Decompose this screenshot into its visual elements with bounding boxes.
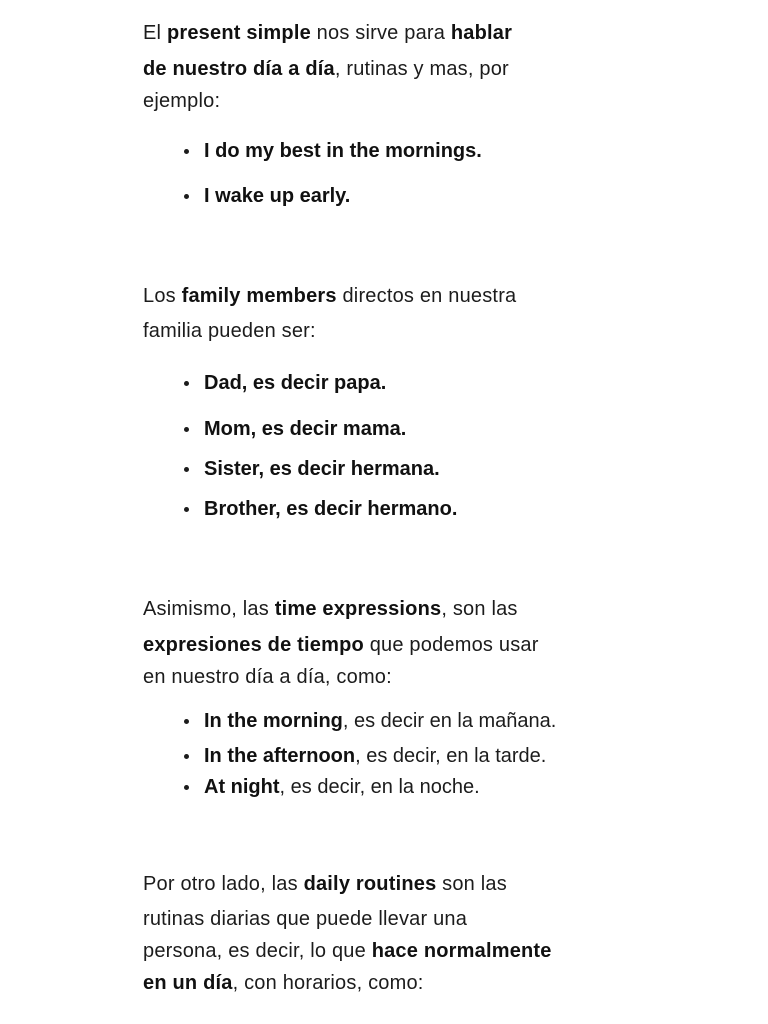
text-run: , es decir, en la tarde. (355, 745, 547, 767)
time-expressions-list (183, 708, 556, 800)
bold-term: daily routines (303, 873, 437, 895)
text-run: familia pueden ser: (143, 320, 316, 342)
paragraph-line (143, 868, 552, 903)
list-item (183, 496, 457, 522)
text-run: ejemplo: (143, 90, 221, 112)
bold-term: en un día (143, 972, 233, 994)
paragraph-line (143, 315, 516, 347)
text-run: en nuestro día a día, como: (143, 666, 392, 688)
bold-term: hablar (450, 22, 513, 44)
paragraph-line (143, 17, 512, 53)
text-run: , es decir, en la noche. (279, 776, 480, 798)
list-item (183, 416, 457, 442)
present-simple-examples-list (183, 138, 482, 209)
bold-term: In the afternoon (204, 745, 356, 767)
text-run: Por otro lado, las (143, 873, 304, 895)
bold-term: present simple (166, 22, 311, 44)
paragraph-line (143, 967, 552, 999)
text-run: Asimismo, las (143, 598, 275, 620)
list-item (183, 138, 482, 164)
text-run: El (143, 22, 167, 44)
paragraph-line (143, 593, 539, 629)
paragraph-line (143, 85, 512, 117)
text-run: directos en nuestra (336, 285, 517, 307)
bold-term: At night (204, 776, 280, 798)
bold-term: hace normalmente (371, 940, 552, 962)
bold-term: family members (181, 285, 337, 307)
family-members-paragraph (143, 280, 516, 347)
paragraph-line (143, 903, 552, 935)
text-run: que podemos usar (363, 634, 539, 656)
paragraph-line (143, 935, 552, 967)
text-run: , son las (441, 598, 518, 620)
paragraph-line (143, 280, 516, 315)
list-item (183, 743, 556, 769)
list-item (183, 183, 482, 209)
time-expressions-paragraph (143, 593, 539, 693)
list-item (183, 774, 556, 800)
text-run: son las (436, 873, 507, 895)
text-run: , rutinas y mas, por (334, 58, 509, 80)
bold-term: Mom, es decir mama. (204, 418, 407, 440)
bold-term: Sister, es decir hermana. (204, 458, 440, 480)
list-item (183, 708, 556, 734)
text-run: , es decir en la mañana. (342, 710, 557, 732)
daily-routines-paragraph (143, 868, 552, 999)
list-item (183, 370, 457, 396)
bold-term: de nuestro día a día (143, 58, 335, 80)
bold-term: I do my best in the mornings. (204, 140, 482, 162)
text-run: Los (143, 285, 182, 307)
paragraph-line (143, 661, 539, 693)
paragraph-line (143, 629, 539, 661)
text-run: persona, es decir, lo que (143, 940, 372, 962)
present-simple-paragraph (143, 17, 512, 117)
bold-term: Brother, es decir hermano. (204, 498, 458, 520)
bold-term: Dad, es decir papa. (204, 372, 387, 394)
text-run: rutinas diarias que puede llevar una (143, 908, 468, 930)
paragraph-line (143, 53, 512, 85)
bold-term: In the morning (204, 710, 343, 732)
family-members-list (183, 370, 457, 522)
bold-term: I wake up early. (204, 185, 351, 207)
text-run: nos sirve para (310, 22, 451, 44)
bold-term: expresiones de tiempo (143, 634, 364, 656)
text-run: , con horarios, como: (232, 972, 424, 994)
list-item (183, 456, 457, 482)
bold-term: time expressions (274, 598, 442, 620)
